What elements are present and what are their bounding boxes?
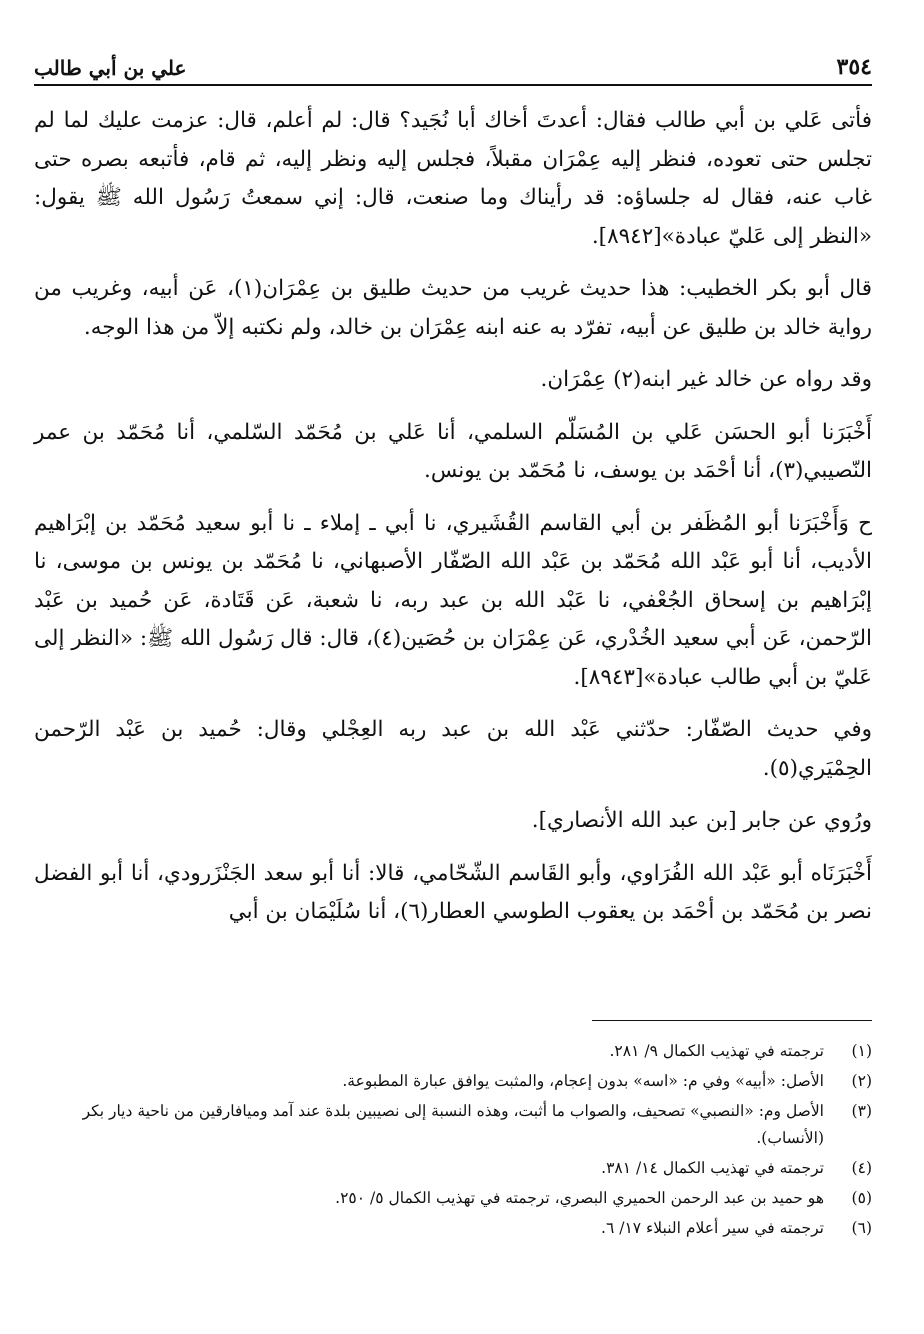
footnote-text: الأصل وم: «النصبي» تصحيف، والصواب ما أثبت، وهذه النسبة إلى نصيبين بلدة عند آمد وميافارقين من ناحية ديار بكر (الأنساب). [82, 1102, 824, 1147]
page-number: ٣٥٤ [836, 54, 872, 80]
document-page [34, 40, 872, 1310]
page-header [34, 40, 872, 86]
footnote-number: (٦) [851, 1219, 872, 1237]
footnote-number: (٥) [851, 1189, 872, 1207]
footnote-text: ترجمته في تهذيب الكمال ٩/ ٢٨١. [609, 1042, 824, 1060]
footnotes [34, 1038, 872, 1245]
footnote [34, 1215, 872, 1242]
paragraph: فأتى عَلي بن أبي طالب فقال: أعدتَ أخاك أبا نُجَيد؟ قال: لم أعلم، قال: عزمت عليك لما لم تجلس حتى تعوده، فنظر إليه عِمْرَان مقبلاً، فجلس إليه ونظر إليه، ثم قام، فأتبعه بصره حتى غاب عنه، فقال له جلساؤه: قد رأيناك وما صنعت، قال: إني سمعتُ رَسُول الله ﷺ يقول: «النظر إلى عَليّ عبادة»[٨٩٤٢]. [34, 108, 872, 249]
footnote-number: (٢) [851, 1072, 872, 1090]
paragraph: وقد رواه عن خالد غير ابنه(٢) عِمْرَان. [540, 367, 872, 392]
footnote-text: هو حميد بن عبد الرحمن الحميري البصري، ترجمته في تهذيب الكمال ٥/ ٢٥٠. [335, 1189, 824, 1207]
main-text [34, 102, 872, 932]
footnote-text: ترجمته في تهذيب الكمال ١٤/ ٣٨١. [601, 1159, 824, 1177]
footnote [34, 1038, 872, 1065]
footnote-number: (٣) [851, 1102, 872, 1120]
footnote [34, 1185, 872, 1212]
running-title: علي بن أبي طالب [34, 56, 187, 80]
footnote [34, 1068, 872, 1095]
footnote [34, 1155, 872, 1182]
footnote-separator [592, 1020, 872, 1021]
paragraph: قال أبو بكر الخطيب: هذا حديث غريب من حديث طليق بن عِمْرَان(١)، عَن أبيه، وغريب من رواية خالد بن طليق عن أبيه، تفرّد به عنه ابنه عِمْرَان بن خالد، ولم نكتبه إلاّ من هذا الوجه. [34, 276, 872, 340]
paragraph: أَخْبَرَنَاه أبو عَبْد الله الفُرَاوي، وأبو القَاسم الشّحّامي، قالا: أنا أبو سعد الجَنْزَرودي، أنا أبو الفضل نصر بن مُحَمّد بن أحْمَد بن يعقوب الطوسي العطار(٦)، أنا سُلَيْمَان بن أبي [34, 860, 872, 924]
footnote-text: الأصل: «أبيه» وفي م: «اسه» بدون إعجام، والمثبت يوافق عبارة المطبوعة. [342, 1072, 824, 1090]
footnote-text: ترجمته في سير أعلام النبلاء ١٧/ ٦. [601, 1219, 824, 1237]
footnote [34, 1098, 872, 1152]
footnote-number: (٤) [851, 1159, 872, 1177]
footnote-number: (١) [851, 1042, 872, 1060]
paragraph: ورُوي عن جابر [بن عبد الله الأنصاري]. [531, 808, 872, 833]
paragraph: ح وَأَخْبَرَنا أبو المُظَفر بن أبي القاسم القُشَيري، نا أبي ـ إملاء ـ نا أبو سعيد مُحَمّد بن إبْرَاهيم الأديب، أنا أبو عَبْد الله مُحَمّد بن عَبْد الله الصّفّار الأصبهاني، نا مُحَمّد بن يونس بن موسى، نا إبْرَاهيم بن إسحاق الجُعْفي، نا عَبْد الله بن عبد ربه، نا شعبة، عَن قَتَادة، عَن حُميد بن عَبْد الرّحمن، عَن أبي سعيد الخُدْري، عَن عِمْرَان بن حُصَين(٤)، قال: قال رَسُول الله ﷺ: «النظر إلى عَليّ بن أبي طالب عبادة»[٨٩٤٣]. [34, 510, 872, 690]
paragraph: أَخْبَرَنا أبو الحسَن عَلي بن المُسَلّم السلمي، أنا عَلي بن مُحَمّد السّلمي، أنا مُحَمّد بن عمر النّصيبي(٣)، أنا أحْمَد بن يوسف، نا مُحَمّد بن يونس. [34, 419, 872, 483]
paragraph: وفي حديث الصّفّار: حدّثني عَبْد الله بن عبد ربه العِجْلي وقال: حُميد بن عَبْد الرّحمن الحِمْيَري(٥). [34, 717, 872, 781]
